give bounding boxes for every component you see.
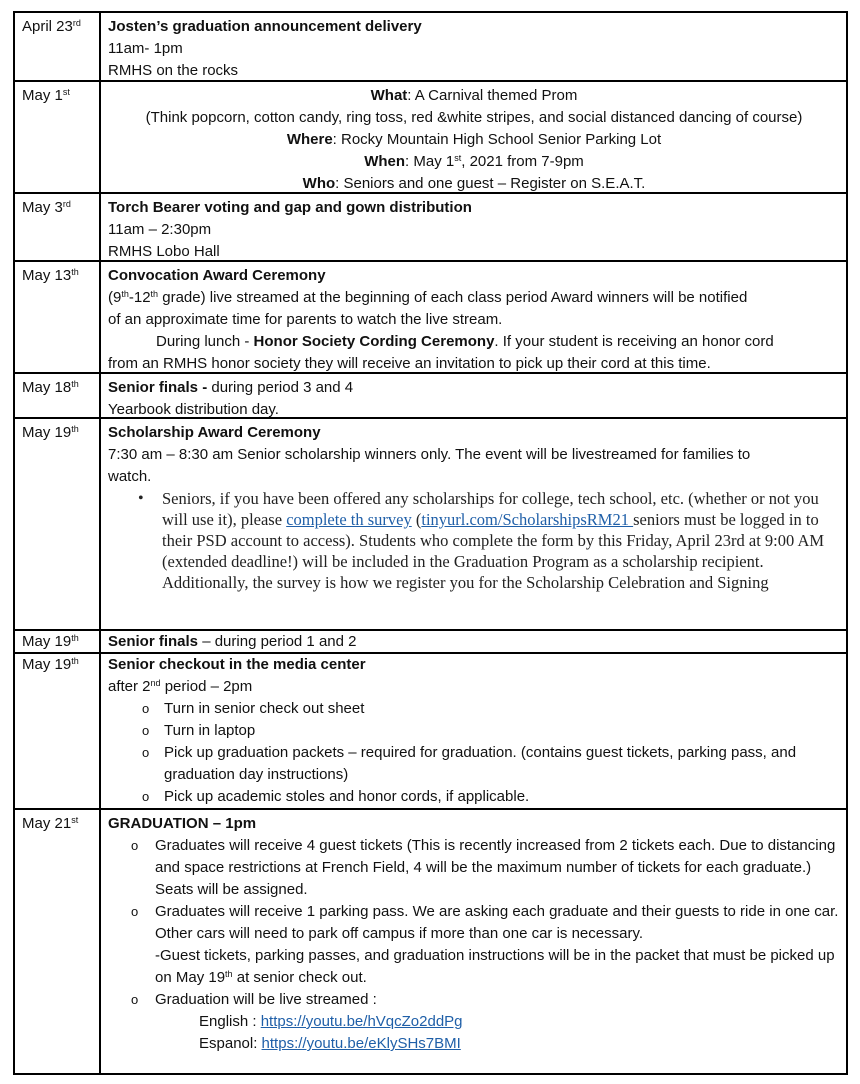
row-content	[101, 262, 846, 372]
row-date: April 23rd	[15, 13, 101, 80]
english-stream: English : https://youtu.be/hVqcZo2ddPg	[199, 1013, 463, 1030]
row-date: May 13th	[15, 262, 101, 372]
seats-info: Seats will be assigned.	[155, 881, 308, 898]
prom-when: When: May 1st, 2021 from 7-9pm	[364, 153, 584, 170]
list-item	[101, 835, 840, 901]
event-location: RMHS Lobo Hall	[108, 243, 220, 260]
list-item	[101, 989, 840, 1055]
row-content	[101, 194, 846, 260]
row-content	[101, 631, 846, 652]
row-date: May 18th	[15, 374, 101, 417]
prom-where: Where: Rocky Mountain High School Senior Parking Lot	[286, 131, 662, 148]
event-title: Torch Bearer voting and gap and gown distribution	[108, 199, 472, 216]
row-date: May 3rd	[15, 194, 101, 260]
list-item: o Pick up graduation packets – required for graduation. (contains guest tickets, parking pass, and graduation day instructions)	[108, 742, 840, 786]
espanol-stream-link[interactable]: https://youtu.be/eKlySHs7BMI	[261, 1035, 461, 1052]
row-date: May 19th	[15, 654, 101, 808]
event-title: Josten’s graduation announcement delivery	[108, 18, 422, 35]
schedule-table	[13, 11, 848, 1075]
prom-description: (Think popcorn, cotton candy, ring toss, red &white stripes, and social distanced dancing of course)	[145, 109, 803, 126]
table-row	[15, 417, 846, 629]
honor-cording: During lunch - Honor Society Cording Ceremony. If your student is receiving an honor cord	[156, 333, 774, 350]
packet-info: -Guest tickets, parking passes, and graduation instructions will be in the packet that must be picked up on May 19th at senior check out.	[155, 947, 835, 986]
table-row	[15, 192, 846, 260]
event-note: Yearbook distribution day.	[108, 401, 279, 418]
table-row	[15, 629, 846, 652]
row-date: May 1st	[15, 82, 101, 192]
list-item: o Pick up academic stoles and honor cords, if applicable.	[108, 786, 840, 808]
scholarship-time: 7:30 am – 8:30 am Senior scholarship winners only. The event will be livestreamed for families to	[108, 446, 751, 463]
event-title: Senior finals – during period 1 and 2	[108, 633, 357, 650]
row-content	[101, 13, 846, 80]
convocation-detail-2: of an approximate time for parents to watch the live stream.	[108, 311, 503, 328]
row-content	[101, 82, 846, 192]
table-row	[15, 372, 846, 417]
event-title: Scholarship Award Ceremony	[108, 424, 321, 441]
list-item: o Turn in senior check out sheet	[108, 698, 840, 720]
event-location: RMHS on the rocks	[108, 62, 239, 79]
row-date: May 21st	[15, 810, 101, 1073]
checkout-time: after 2nd period – 2pm	[108, 678, 253, 695]
row-date: May 19th	[15, 631, 101, 652]
list-item	[101, 901, 840, 989]
row-content	[101, 374, 846, 417]
row-content	[101, 810, 846, 1073]
table-row	[15, 80, 846, 192]
row-date: May 19th	[15, 419, 101, 629]
event-time: 11am- 1pm	[108, 40, 183, 57]
event-title: GRADUATION – 1pm	[108, 815, 257, 832]
guest-ticket-info: o Graduates will receive 4 guest tickets (This is recently increased from 2 tickets each. Due to distancing and space restrictions at French Field, 4 will be the maximum number of tickets for each graduate.)	[155, 837, 836, 876]
table-row	[15, 13, 846, 80]
english-stream-link[interactable]: https://youtu.be/hVqcZo2ddPg	[260, 1013, 463, 1030]
row-content	[101, 654, 846, 808]
scholarship-bullet: • Seniors, if you have been offered any scholarships for college, tech school, etc. (whether or not you will use it), please complete th survey (tinyurl.com/ScholarshipsRM21 seniors must be logged in to their PSD account to access). Students who complete the form by this Friday, April 23rd at 9:00 AM (extended deadline!) will be included in the Graduation Program as a scholarship recipient. Additionally, the survey is how we register you for the Scholarship Celebration and Signing	[108, 488, 840, 593]
event-title: Senior finals - during period 3 and 4	[108, 379, 354, 396]
checkout-list	[108, 698, 840, 808]
graduation-list	[101, 835, 840, 1055]
prom-what: What: A Carnival themed Prom	[370, 87, 578, 104]
convocation-detail: (9th-12th grade) live streamed at the beginning of each class period Award winners will be notified	[108, 289, 748, 306]
event-time: 11am – 2:30pm	[108, 221, 212, 238]
parking-info: o Graduates will receive 1 parking pass. We are asking each graduate and their guests to ride in one car. Other cars will need to park off campus if more than one car is necessary.	[155, 903, 839, 942]
prom-who: Who: Seniors and one guest – Register on S.E.A.T.	[302, 175, 646, 192]
scholarship-time-2: watch.	[108, 468, 152, 485]
list-item: o Turn in laptop	[108, 720, 840, 742]
row-content	[101, 419, 846, 629]
table-row	[15, 260, 846, 372]
table-row	[15, 808, 846, 1073]
livestream-info: o Graduation will be live streamed :	[155, 991, 377, 1008]
espanol-stream: Espanol: https://youtu.be/eKlySHs7BMI	[199, 1035, 461, 1052]
tinyurl-link[interactable]: tinyurl.com/ScholarshipsRM21	[421, 510, 634, 529]
event-title: Convocation Award Ceremony	[108, 267, 326, 284]
event-title: Senior checkout in the media center	[108, 656, 366, 673]
survey-link[interactable]: complete th survey	[286, 510, 412, 529]
honor-cording-2: from an RMHS honor society they will receive an invitation to pick up their cord at this time.	[108, 355, 711, 372]
table-row	[15, 652, 846, 808]
